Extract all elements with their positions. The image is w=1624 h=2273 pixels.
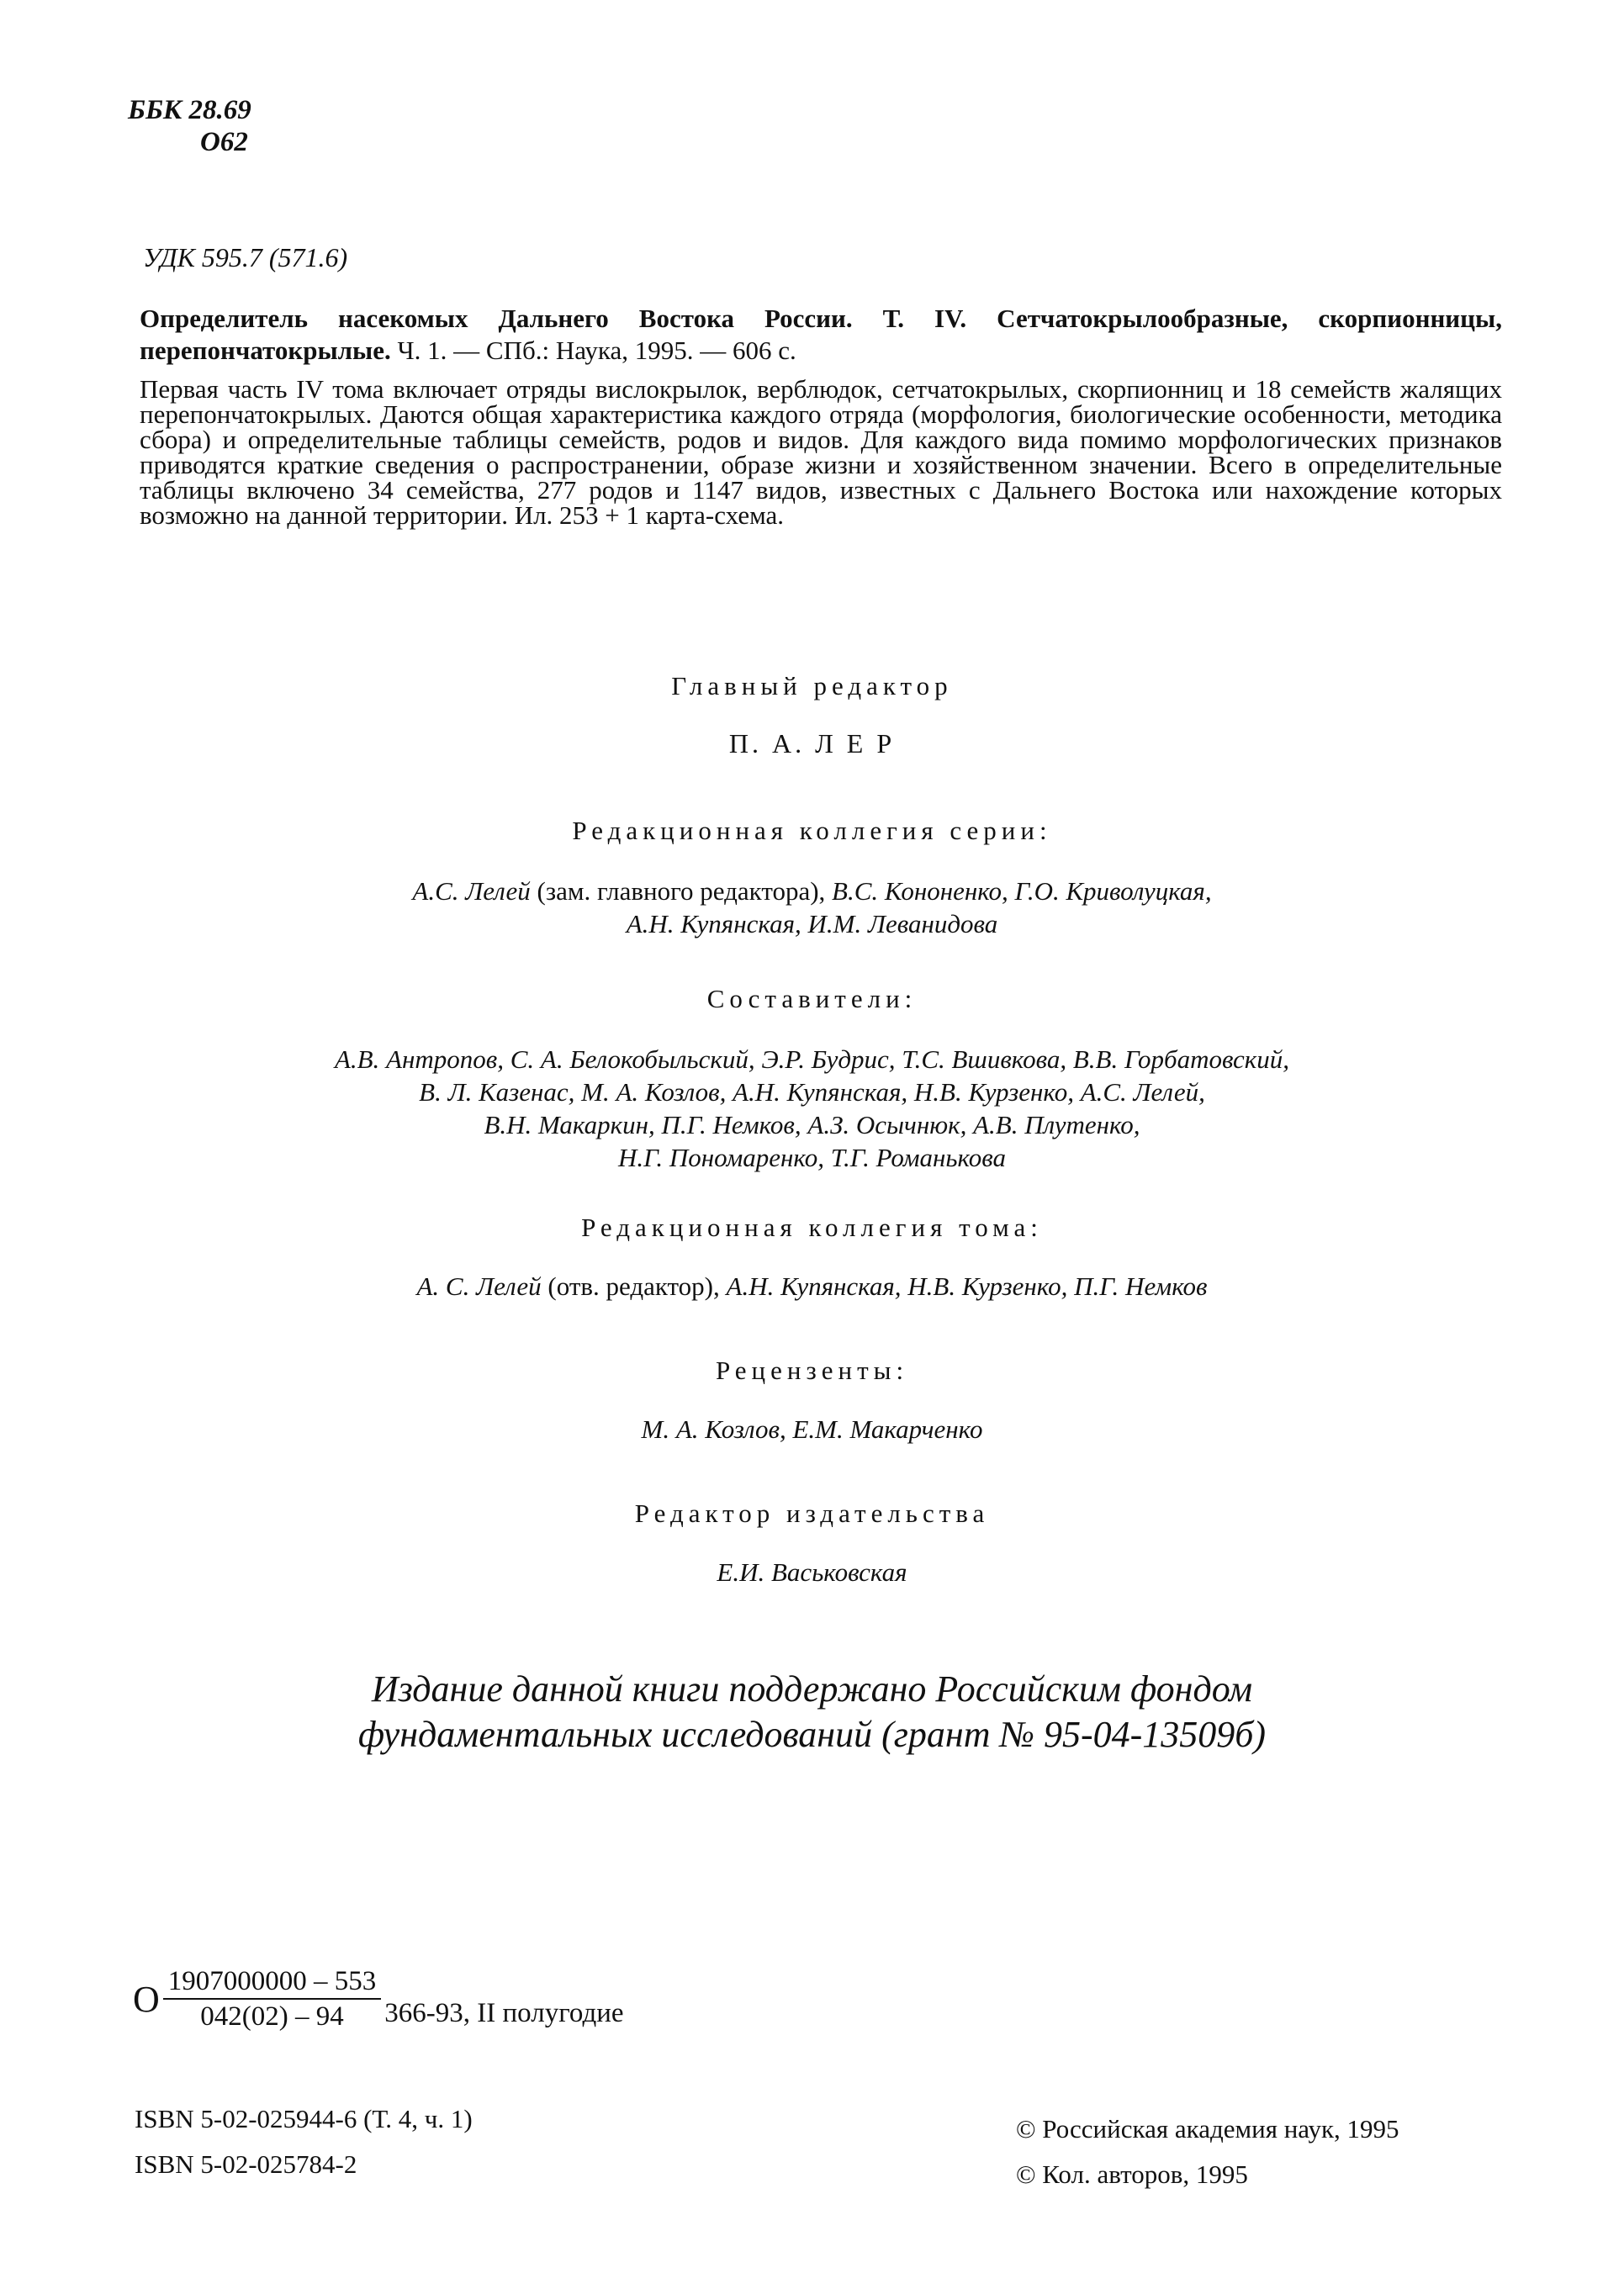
grant-notice [0, 1667, 1624, 1758]
volume-board-name: А.Н. Купянская, Н.В. Курзенко, П.Г. Немков [726, 1271, 1208, 1301]
series-board-line: А.Н. Купянская, И.М. Леванидова [626, 909, 998, 938]
series-board-line [0, 875, 1624, 907]
compilers-line: В. Л. Казенас, М. А. Козлов, А.Н. Купянская, Н.В. Курзенко, А.С. Лелей, [419, 1077, 1205, 1107]
compilers-line: В.Н. Макаркин, П.Г. Немков, А.З. Осычнюк, А.В. Плутенко, [484, 1110, 1140, 1139]
volume-board-name: А. С. Лелей [416, 1271, 542, 1301]
series-board-name: В.С. Кононенко, Г.О. Криволуцкая, [832, 876, 1212, 906]
chief-editor-heading: Главный редактор [671, 671, 953, 700]
bibliographic-record [140, 303, 1502, 367]
publisher-editor-name: Е.И. Васьковская [717, 1557, 907, 1587]
bbk-code: ББК 28.69 [128, 95, 251, 125]
reviewers-heading: Рецензенты: [715, 1356, 909, 1385]
series-board-heading: Редакционная коллегия серии: [572, 816, 1052, 845]
grant-line: фундаментальных исследований (грант № 95-04-13509б) [357, 1714, 1267, 1755]
compilers-heading: Составители: [706, 984, 918, 1013]
bbk-subcode: О62 [200, 127, 248, 157]
bibliographic-imprint: Ч. 1. — СПб.: Наука, 1995. — 606 с. [390, 336, 796, 365]
series-board-role: (зам. главного редактора), [530, 876, 833, 906]
reviewers-names: М. А. Козлов, Е.М. Макарченко [641, 1414, 983, 1444]
bbk-block [128, 94, 251, 158]
formula-tail: 366-93, II полугодие [384, 1997, 624, 2028]
formula-numerator: 1907000000 – 553 [163, 1964, 382, 2000]
formula-denominator: 042(02) – 94 [200, 2001, 344, 2032]
isbn-line: ISBN 5-02-025944-6 (Т. 4, ч. 1) [135, 2104, 473, 2133]
formula-fraction [163, 1964, 382, 2033]
bibliographic-title: Определитель насекомых Дальнего Востока России. Т. IV. Сетчатокрылообразные, скорпионницы, перепончатокрылые. [140, 304, 1502, 365]
compilers-names [0, 1043, 1624, 1174]
formula-letter: О [133, 1978, 160, 2020]
volume-board-role: (отв. редактор), [541, 1271, 727, 1301]
copyright-line: © Российская академия наук, 1995 [1016, 2114, 1399, 2143]
catalog-formula [133, 1964, 624, 2033]
isbn-line: ISBN 5-02-025784-2 [135, 2149, 357, 2179]
compilers-line: Н.Г. Пономаренко, Т.Г. Романькова [617, 1143, 1007, 1172]
abstract-text: Первая часть IV тома включает отряды вислокрылок, верблюдок, сетчатокрылых, скорпионниц и 18 семейств жалящих перепончатокрылых. Даются общая характеристика каждого отряда (морфология, биологические особенности, методика сбора) и определительные таблицы семейств, родов и видов. Для каждого вида помимо морфологических признаков приводятся краткие сведения о распространении, образе жизни и хозяйственном значении. Всего в определительные таблицы включено 34 семейства, 277 родов и 1147 видов, известных с Дальнего Востока или нахождение которых возможно на данной территории. Ил. 253 + 1 карта-схема. [140, 374, 1502, 530]
compilers-line: А.В. Антропов, С. А. Белокобыльский, Э.Р. Будрис, Т.С. Вшивкова, В.В. Горбатовский, [334, 1044, 1290, 1074]
grant-line: Издание данной книги поддержано Российским фондом [371, 1668, 1253, 1710]
copyright-line: © Кол. авторов, 1995 [1016, 2159, 1248, 2189]
udk-code: УДК 595.7 (571.6) [143, 242, 348, 272]
volume-board-heading: Редакционная коллегия тома: [581, 1213, 1043, 1242]
series-board-names [0, 875, 1624, 940]
chief-editor-name: П. А. Л Е Р [728, 728, 896, 759]
publisher-editor-heading: Редактор издательства [634, 1499, 990, 1528]
volume-board-names [0, 1270, 1624, 1303]
series-board-name: А.С. Лелей [412, 876, 531, 906]
